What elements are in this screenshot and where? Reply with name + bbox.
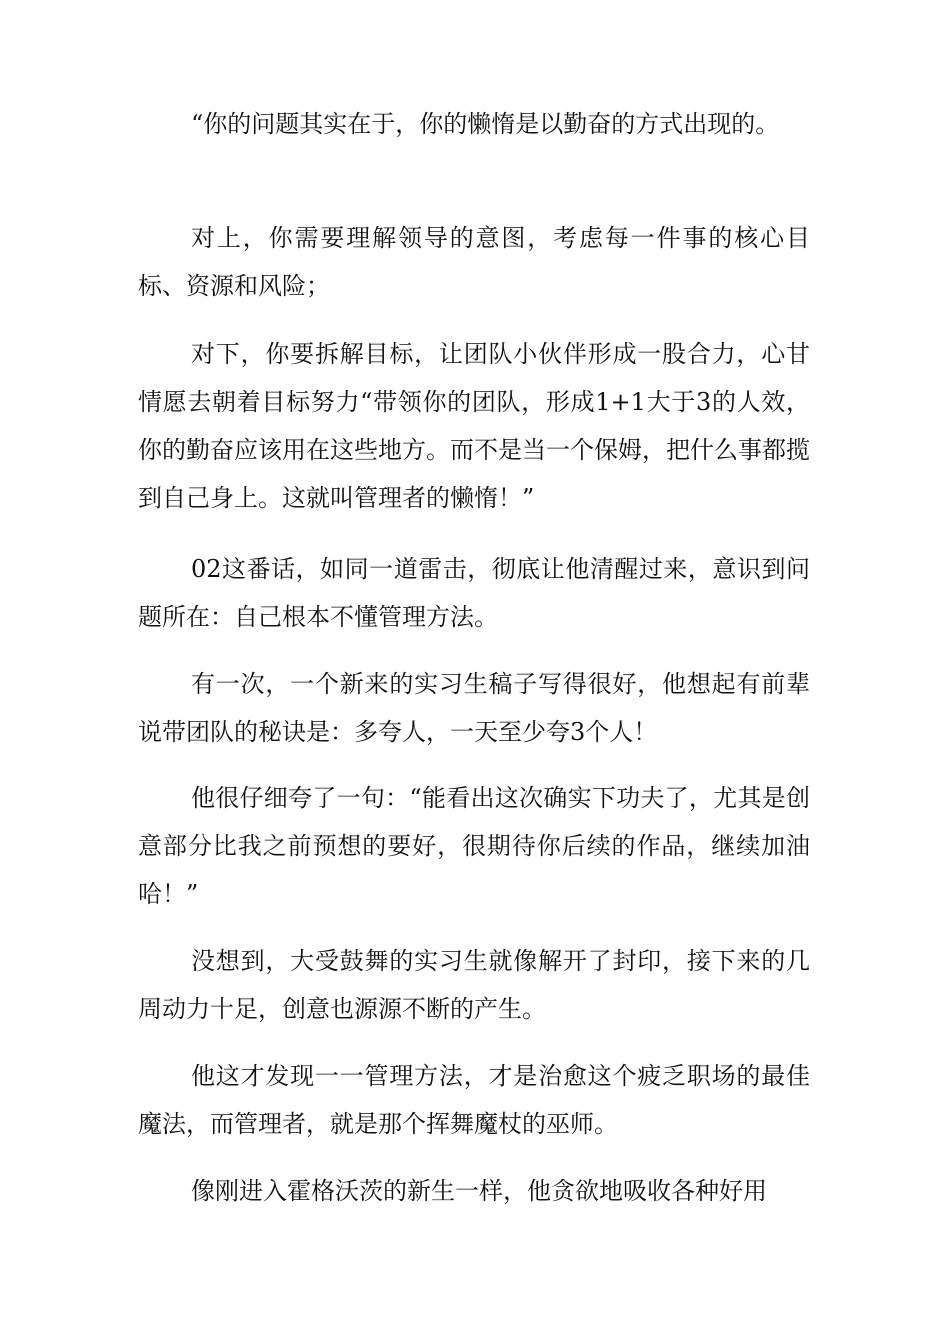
paragraph-3: 对下，你要拆解目标，让团队小伙伴形成一股合力，心甘情愿去朝着目标努力“带领你的团队，形成1+1大于3的人效，你的勤奋应该用在这些地方。而不是当一个保姆，把什么事都揽到自己身上。这就叫管理者的懒惰！” [138, 340, 810, 512]
paragraph-8: 他这才发现一一管理方法，才是治愈这个疲乏职场的最佳魔法，而管理者，就是那个挥舞魔杖的巫师。 [138, 1062, 810, 1138]
paragraph-1: “你的问题其实在于，你的懒惰是以勤奋的方式出现的。 [191, 110, 780, 138]
paragraph-7: 没想到，大受鼓舞的实习生就像解开了封印，接下来的几周动力十足，创意也源源不断的产生。 [138, 947, 810, 1023]
paragraph-4: 02这番话，如同一道雷击，彻底让他清醒过来，意识到问题所在：自己根本不懂管理方法。 [138, 555, 810, 631]
paragraph-5: 有一次，一个新来的实习生稿子写得很好，他想起有前辈说带团队的秘诀是：多夸人，一天至少夸3个人！ [138, 670, 810, 746]
paragraph-9: 像刚进入霍格沃茨的新生一样，他贪欲地吸收各种好用 [191, 1177, 767, 1205]
paragraph-6: 他很仔细夸了一句：“能看出这次确实下功夫了，尤其是创意部分比我之前预想的要好，很期待你后续的作品，继续加油哈！” [138, 784, 810, 908]
paragraph-2: 对上，你需要理解领导的意图，考虑每一件事的核心目标、资源和风险； [138, 224, 810, 300]
